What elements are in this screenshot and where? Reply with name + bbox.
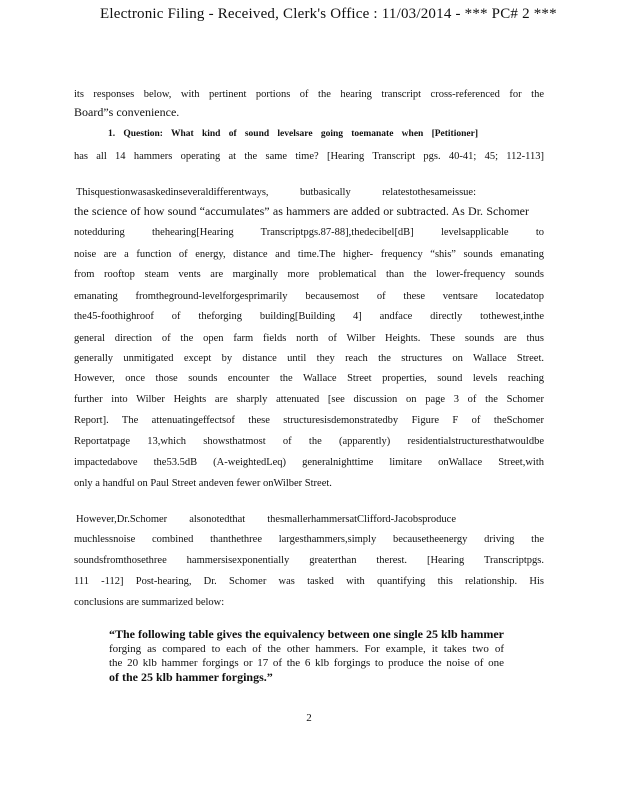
para1-line-15: only a handful on Paul Street andeven fewer onWilber Street. (74, 478, 332, 489)
para1-line-4: noise are a function of energy, distance and time.The higher- frequency “shis” sounds emanating (74, 249, 544, 260)
question-line-2: has all 14 hammers operating at the same time? [Hearing Transcript pgs. 40-41; 45; 112-113] (74, 151, 544, 162)
para1-line-14: impactedabove the53.5dB (A-weightedLeq) generalnighttime limitare onWallace Street,with (74, 457, 544, 468)
intro-line-2: Board”s convenience. (74, 105, 180, 119)
intro-line-1: its responses below, with pertinent portions of the hearing transcript cross-referenced for the (74, 89, 544, 100)
quote-line-2: forging as compared to each of the other hammers. For example, it takes two of (109, 643, 504, 655)
para1-line-11: further into Wilber Heights are sharply attenuated [see discussion on page 3 of the Schomer (74, 394, 544, 405)
question-line-1: 1. Question: What kind of sound levelsare going toemanate when [Petitioner] (108, 129, 478, 139)
page-number: 2 (306, 712, 312, 724)
filing-header: Electronic Filing - Received, Clerk's Office : 11/03/2014 - *** PC# 2 *** (100, 6, 557, 22)
para2-line-2: muchlessnoise combined thanthethree largesthammers,simply becausetheenergy driving the (74, 534, 544, 545)
quote-line-4: of the 25 klb hammer forgings.” (109, 670, 273, 684)
para1-line-12: Report]. The attenuatingeffectsof these structuresisdemonstratedby Figure F of theSchomer (74, 415, 544, 426)
para2-line-3: soundsfromthosethree hammersisexponentially greaterthan therest. [Hearing Transcriptpgs. (74, 555, 544, 566)
para1-line-13: Reportatpage 13,which showsthatmost of the (apparently) residentialstructuresthatwouldbe (74, 436, 544, 447)
quote-line-3: the 20 klb hammer forgings or 17 of the 6 klb forgings to produce the noise of one (109, 657, 504, 669)
para1-line-1: Thisquestionwasaskedinseveraldifferentways, butbasically relatestothesameissue: (76, 187, 476, 198)
para2-line-1: However,Dr.Schomer alsonotedthat thesmallerhammersatClifford-Jacobsproduce (76, 514, 456, 525)
para1-line-5: from rooftop steam vents are marginally more problematical than the lower-frequency sounds (74, 269, 544, 280)
para1-line-10: However, once those sounds encounter the Wallace Street properties, sound levels reaching (74, 373, 544, 384)
quote-line-1: “The following table gives the equivalency between one single 25 klb hammer (109, 627, 504, 641)
para1-line-7: the45-foothighroof of theforging building[Building 4] andface directly tothewest,inthe (74, 311, 544, 322)
para1-line-9: generally unmitigated except by distance until they reach the structures on Wallace Street. (74, 353, 544, 364)
para2-line-4: 111 -112] Post-hearing, Dr. Schomer was tasked with quantifying this relationship. His (74, 576, 544, 587)
para2-line-5: conclusions are summarized below: (74, 597, 225, 608)
para1-line-8: general direction of the open farm fields north of Wilber Heights. These sounds are thus (74, 333, 544, 344)
para1-line-6: emanating fromtheground-levelforgesprimarily becausemost of these ventsare locatedatop (74, 291, 544, 302)
para1-line-2: the science of how sound “accumulates” as hammers are added or subtracted. As Dr. Schomer (74, 204, 529, 218)
para1-line-3: notedduring thehearing[Hearing Transcriptpgs.87-88],thedecibel[dB] levelsapplicable to (74, 227, 544, 238)
